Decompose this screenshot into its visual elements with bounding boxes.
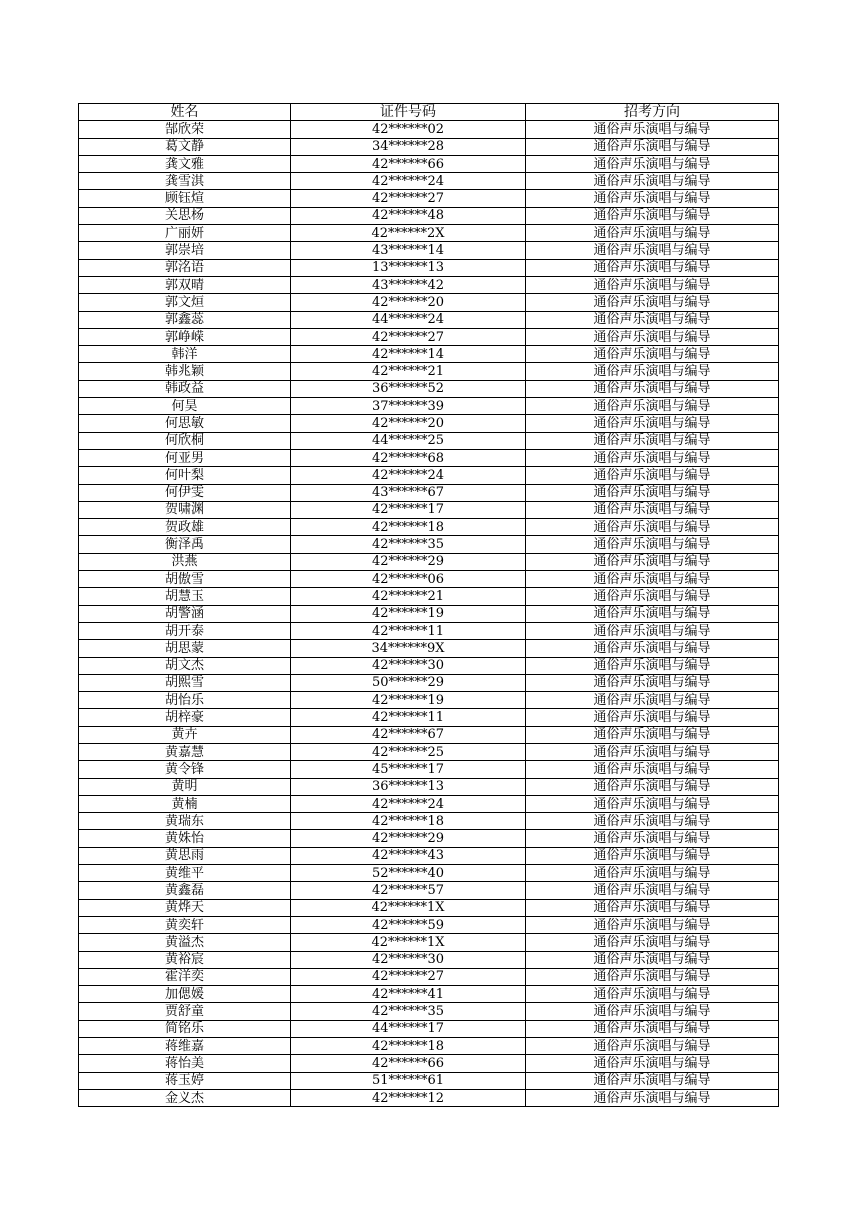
cell-name: 胡傲雪 xyxy=(79,571,291,588)
cell-id-number: 13******13 xyxy=(291,259,526,276)
table-row xyxy=(79,605,779,622)
table-row xyxy=(79,519,779,536)
header-row xyxy=(79,104,779,121)
table-row xyxy=(79,571,779,588)
cell-id-number: 43******14 xyxy=(291,242,526,259)
cell-id-number: 42******18 xyxy=(291,519,526,536)
cell-exam-direction: 通俗声乐演唱与编导 xyxy=(526,1020,779,1037)
cell-id-number: 42******24 xyxy=(291,173,526,190)
cell-name: 洪燕 xyxy=(79,553,291,570)
cell-exam-direction: 通俗声乐演唱与编导 xyxy=(526,173,779,190)
cell-id-number: 42******66 xyxy=(291,155,526,172)
cell-exam-direction: 通俗声乐演唱与编导 xyxy=(526,622,779,639)
cell-name: 黄裕宸 xyxy=(79,951,291,968)
cell-id-number: 42******66 xyxy=(291,1055,526,1072)
table-header xyxy=(79,104,779,121)
cell-id-number: 42******14 xyxy=(291,346,526,363)
table-row xyxy=(79,276,779,293)
cell-id-number: 42******12 xyxy=(291,1089,526,1106)
cell-id-number: 42******59 xyxy=(291,916,526,933)
cell-name: 蒋玉婷 xyxy=(79,1072,291,1089)
table-row xyxy=(79,778,779,795)
column-header-exam-direction: 招考方向 xyxy=(526,104,779,121)
table-row xyxy=(79,657,779,674)
cell-name: 贺啸渊 xyxy=(79,501,291,518)
table-row xyxy=(79,709,779,726)
cell-name: 郜欣荣 xyxy=(79,121,291,138)
cell-exam-direction: 通俗声乐演唱与编导 xyxy=(526,640,779,657)
cell-exam-direction: 通俗声乐演唱与编导 xyxy=(526,259,779,276)
cell-name: 郭文烜 xyxy=(79,294,291,311)
cell-id-number: 42******24 xyxy=(291,467,526,484)
cell-id-number: 42******27 xyxy=(291,968,526,985)
cell-exam-direction: 通俗声乐演唱与编导 xyxy=(526,882,779,899)
cell-id-number: 42******1X xyxy=(291,899,526,916)
cell-name: 黄令锋 xyxy=(79,761,291,778)
cell-name: 何伊雯 xyxy=(79,484,291,501)
table-row xyxy=(79,916,779,933)
cell-name: 贺政雄 xyxy=(79,519,291,536)
table-row xyxy=(79,553,779,570)
cell-exam-direction: 通俗声乐演唱与编导 xyxy=(526,190,779,207)
cell-id-number: 43******67 xyxy=(291,484,526,501)
cell-name: 郭峥嵘 xyxy=(79,328,291,345)
table-body xyxy=(79,121,779,1107)
cell-exam-direction: 通俗声乐演唱与编导 xyxy=(526,934,779,951)
table-row xyxy=(79,830,779,847)
cell-exam-direction: 通俗声乐演唱与编导 xyxy=(526,501,779,518)
table-row xyxy=(79,951,779,968)
cell-exam-direction: 通俗声乐演唱与编导 xyxy=(526,657,779,674)
roster-sheet xyxy=(78,103,778,1107)
cell-exam-direction: 通俗声乐演唱与编导 xyxy=(526,242,779,259)
table-row xyxy=(79,380,779,397)
cell-exam-direction: 通俗声乐演唱与编导 xyxy=(526,830,779,847)
table-row xyxy=(79,847,779,864)
table-row xyxy=(79,242,779,259)
cell-id-number: 42******11 xyxy=(291,709,526,726)
cell-exam-direction: 通俗声乐演唱与编导 xyxy=(526,726,779,743)
cell-exam-direction: 通俗声乐演唱与编导 xyxy=(526,847,779,864)
cell-exam-direction: 通俗声乐演唱与编导 xyxy=(526,951,779,968)
cell-name: 黄楠 xyxy=(79,795,291,812)
table-row xyxy=(79,294,779,311)
cell-id-number: 42******11 xyxy=(291,622,526,639)
cell-exam-direction: 通俗声乐演唱与编导 xyxy=(526,1089,779,1106)
cell-id-number: 44******25 xyxy=(291,432,526,449)
cell-exam-direction: 通俗声乐演唱与编导 xyxy=(526,1003,779,1020)
table-row xyxy=(79,674,779,691)
column-header-name: 姓名 xyxy=(79,104,291,121)
cell-name: 胡熙雪 xyxy=(79,674,291,691)
cell-exam-direction: 通俗声乐演唱与编导 xyxy=(526,328,779,345)
table-row xyxy=(79,155,779,172)
table-row xyxy=(79,432,779,449)
cell-exam-direction: 通俗声乐演唱与编导 xyxy=(526,553,779,570)
cell-name: 韩洋 xyxy=(79,346,291,363)
cell-name: 何欣桐 xyxy=(79,432,291,449)
table-row xyxy=(79,207,779,224)
roster-table xyxy=(78,103,779,1107)
table-row xyxy=(79,865,779,882)
table-row xyxy=(79,795,779,812)
cell-exam-direction: 通俗声乐演唱与编导 xyxy=(526,778,779,795)
cell-name: 黄明 xyxy=(79,778,291,795)
column-header-id-number: 证件号码 xyxy=(291,104,526,121)
table-row xyxy=(79,1072,779,1089)
cell-id-number: 42******35 xyxy=(291,1003,526,1020)
table-row xyxy=(79,1089,779,1106)
cell-id-number: 42******35 xyxy=(291,536,526,553)
cell-name: 郭鑫蕊 xyxy=(79,311,291,328)
cell-id-number: 42******18 xyxy=(291,1038,526,1055)
table-row xyxy=(79,259,779,276)
cell-name: 黄卉 xyxy=(79,726,291,743)
cell-name: 龚雪淇 xyxy=(79,173,291,190)
cell-id-number: 37******39 xyxy=(291,398,526,415)
cell-exam-direction: 通俗声乐演唱与编导 xyxy=(526,121,779,138)
cell-id-number: 42******24 xyxy=(291,795,526,812)
table-row xyxy=(79,415,779,432)
table-row xyxy=(79,501,779,518)
cell-id-number: 42******30 xyxy=(291,951,526,968)
cell-id-number: 42******29 xyxy=(291,830,526,847)
table-row xyxy=(79,121,779,138)
cell-id-number: 43******42 xyxy=(291,276,526,293)
cell-id-number: 42******67 xyxy=(291,726,526,743)
cell-exam-direction: 通俗声乐演唱与编导 xyxy=(526,311,779,328)
cell-name: 黄瑞东 xyxy=(79,813,291,830)
cell-exam-direction: 通俗声乐演唱与编导 xyxy=(526,709,779,726)
cell-exam-direction: 通俗声乐演唱与编导 xyxy=(526,225,779,242)
table-row xyxy=(79,398,779,415)
cell-exam-direction: 通俗声乐演唱与编导 xyxy=(526,743,779,760)
table-row xyxy=(79,622,779,639)
cell-id-number: 42******2X xyxy=(291,225,526,242)
cell-exam-direction: 通俗声乐演唱与编导 xyxy=(526,692,779,709)
table-row xyxy=(79,190,779,207)
table-row xyxy=(79,968,779,985)
cell-name: 蒋维嘉 xyxy=(79,1038,291,1055)
cell-exam-direction: 通俗声乐演唱与编导 xyxy=(526,986,779,1003)
cell-id-number: 42******27 xyxy=(291,190,526,207)
cell-name: 蒋怡美 xyxy=(79,1055,291,1072)
cell-name: 韩兆颖 xyxy=(79,363,291,380)
cell-name: 郭双晴 xyxy=(79,276,291,293)
cell-name: 黄烨天 xyxy=(79,899,291,916)
cell-exam-direction: 通俗声乐演唱与编导 xyxy=(526,588,779,605)
table-row xyxy=(79,1020,779,1037)
cell-name: 顾钰煊 xyxy=(79,190,291,207)
cell-name: 胡开泰 xyxy=(79,622,291,639)
cell-exam-direction: 通俗声乐演唱与编导 xyxy=(526,899,779,916)
cell-exam-direction: 通俗声乐演唱与编导 xyxy=(526,432,779,449)
cell-name: 葛文静 xyxy=(79,138,291,155)
cell-id-number: 42******06 xyxy=(291,571,526,588)
cell-id-number: 42******21 xyxy=(291,363,526,380)
cell-exam-direction: 通俗声乐演唱与编导 xyxy=(526,155,779,172)
cell-name: 韩政益 xyxy=(79,380,291,397)
cell-id-number: 44******17 xyxy=(291,1020,526,1037)
cell-exam-direction: 通俗声乐演唱与编导 xyxy=(526,207,779,224)
cell-name: 金义杰 xyxy=(79,1089,291,1106)
cell-id-number: 42******25 xyxy=(291,743,526,760)
cell-name: 胡慧玉 xyxy=(79,588,291,605)
cell-name: 何叶梨 xyxy=(79,467,291,484)
cell-id-number: 42******68 xyxy=(291,449,526,466)
cell-id-number: 42******21 xyxy=(291,588,526,605)
cell-exam-direction: 通俗声乐演唱与编导 xyxy=(526,415,779,432)
table-row xyxy=(79,467,779,484)
cell-name: 何思敏 xyxy=(79,415,291,432)
table-row xyxy=(79,173,779,190)
cell-name: 龚文雅 xyxy=(79,155,291,172)
table-row xyxy=(79,899,779,916)
cell-name: 郭崇培 xyxy=(79,242,291,259)
cell-exam-direction: 通俗声乐演唱与编导 xyxy=(526,916,779,933)
table-row xyxy=(79,761,779,778)
cell-name: 胡文杰 xyxy=(79,657,291,674)
table-row xyxy=(79,363,779,380)
cell-name: 黄思雨 xyxy=(79,847,291,864)
cell-name: 黄姝怡 xyxy=(79,830,291,847)
table-row xyxy=(79,640,779,657)
cell-id-number: 34******28 xyxy=(291,138,526,155)
cell-id-number: 36******13 xyxy=(291,778,526,795)
cell-exam-direction: 通俗声乐演唱与编导 xyxy=(526,276,779,293)
cell-exam-direction: 通俗声乐演唱与编导 xyxy=(526,536,779,553)
table-row xyxy=(79,138,779,155)
cell-exam-direction: 通俗声乐演唱与编导 xyxy=(526,761,779,778)
cell-name: 何亚男 xyxy=(79,449,291,466)
cell-exam-direction: 通俗声乐演唱与编导 xyxy=(526,674,779,691)
table-row xyxy=(79,813,779,830)
cell-id-number: 45******17 xyxy=(291,761,526,778)
cell-name: 郭洺语 xyxy=(79,259,291,276)
table-row xyxy=(79,743,779,760)
cell-exam-direction: 通俗声乐演唱与编导 xyxy=(526,605,779,622)
cell-id-number: 34******9X xyxy=(291,640,526,657)
cell-exam-direction: 通俗声乐演唱与编导 xyxy=(526,571,779,588)
cell-id-number: 42******48 xyxy=(291,207,526,224)
table-row xyxy=(79,536,779,553)
cell-name: 黄奕轩 xyxy=(79,916,291,933)
cell-name: 加偲媛 xyxy=(79,986,291,1003)
cell-exam-direction: 通俗声乐演唱与编导 xyxy=(526,380,779,397)
cell-id-number: 42******29 xyxy=(291,553,526,570)
cell-id-number: 42******20 xyxy=(291,294,526,311)
cell-name: 何昊 xyxy=(79,398,291,415)
cell-id-number: 42******30 xyxy=(291,657,526,674)
cell-id-number: 42******19 xyxy=(291,605,526,622)
table-row xyxy=(79,1038,779,1055)
cell-exam-direction: 通俗声乐演唱与编导 xyxy=(526,519,779,536)
cell-exam-direction: 通俗声乐演唱与编导 xyxy=(526,1038,779,1055)
cell-name: 黄鑫磊 xyxy=(79,882,291,899)
cell-name: 贾舒童 xyxy=(79,1003,291,1020)
cell-name: 胡梓豪 xyxy=(79,709,291,726)
cell-id-number: 42******18 xyxy=(291,813,526,830)
cell-name: 衡泽禹 xyxy=(79,536,291,553)
cell-name: 黄溢杰 xyxy=(79,934,291,951)
cell-exam-direction: 通俗声乐演唱与编导 xyxy=(526,1055,779,1072)
table-row xyxy=(79,225,779,242)
table-row xyxy=(79,986,779,1003)
cell-id-number: 42******1X xyxy=(291,934,526,951)
table-row xyxy=(79,311,779,328)
cell-id-number: 42******27 xyxy=(291,328,526,345)
cell-name: 黄嘉慧 xyxy=(79,743,291,760)
cell-id-number: 42******02 xyxy=(291,121,526,138)
cell-name: 胡思蒙 xyxy=(79,640,291,657)
table-row xyxy=(79,692,779,709)
cell-exam-direction: 通俗声乐演唱与编导 xyxy=(526,294,779,311)
cell-exam-direction: 通俗声乐演唱与编导 xyxy=(526,363,779,380)
table-row xyxy=(79,328,779,345)
cell-exam-direction: 通俗声乐演唱与编导 xyxy=(526,968,779,985)
cell-id-number: 52******40 xyxy=(291,865,526,882)
cell-exam-direction: 通俗声乐演唱与编导 xyxy=(526,138,779,155)
cell-id-number: 36******52 xyxy=(291,380,526,397)
cell-id-number: 42******17 xyxy=(291,501,526,518)
cell-exam-direction: 通俗声乐演唱与编导 xyxy=(526,795,779,812)
cell-name: 黄维平 xyxy=(79,865,291,882)
cell-name: 广丽妍 xyxy=(79,225,291,242)
cell-id-number: 42******43 xyxy=(291,847,526,864)
cell-name: 胡警涵 xyxy=(79,605,291,622)
cell-exam-direction: 通俗声乐演唱与编导 xyxy=(526,449,779,466)
cell-exam-direction: 通俗声乐演唱与编导 xyxy=(526,813,779,830)
cell-name: 霍洋奕 xyxy=(79,968,291,985)
table-row xyxy=(79,1055,779,1072)
cell-name: 胡怡乐 xyxy=(79,692,291,709)
cell-id-number: 42******57 xyxy=(291,882,526,899)
cell-id-number: 42******19 xyxy=(291,692,526,709)
cell-name: 关思杨 xyxy=(79,207,291,224)
cell-exam-direction: 通俗声乐演唱与编导 xyxy=(526,865,779,882)
cell-exam-direction: 通俗声乐演唱与编导 xyxy=(526,1072,779,1089)
table-row xyxy=(79,588,779,605)
cell-id-number: 42******20 xyxy=(291,415,526,432)
table-row xyxy=(79,1003,779,1020)
cell-exam-direction: 通俗声乐演唱与编导 xyxy=(526,398,779,415)
cell-exam-direction: 通俗声乐演唱与编导 xyxy=(526,467,779,484)
table-row xyxy=(79,934,779,951)
table-row xyxy=(79,484,779,501)
table-row xyxy=(79,449,779,466)
cell-name: 简铭乐 xyxy=(79,1020,291,1037)
cell-id-number: 42******41 xyxy=(291,986,526,1003)
cell-id-number: 44******24 xyxy=(291,311,526,328)
table-row xyxy=(79,882,779,899)
cell-exam-direction: 通俗声乐演唱与编导 xyxy=(526,346,779,363)
table-row xyxy=(79,726,779,743)
cell-exam-direction: 通俗声乐演唱与编导 xyxy=(526,484,779,501)
cell-id-number: 51******61 xyxy=(291,1072,526,1089)
table-row xyxy=(79,346,779,363)
cell-id-number: 50******29 xyxy=(291,674,526,691)
